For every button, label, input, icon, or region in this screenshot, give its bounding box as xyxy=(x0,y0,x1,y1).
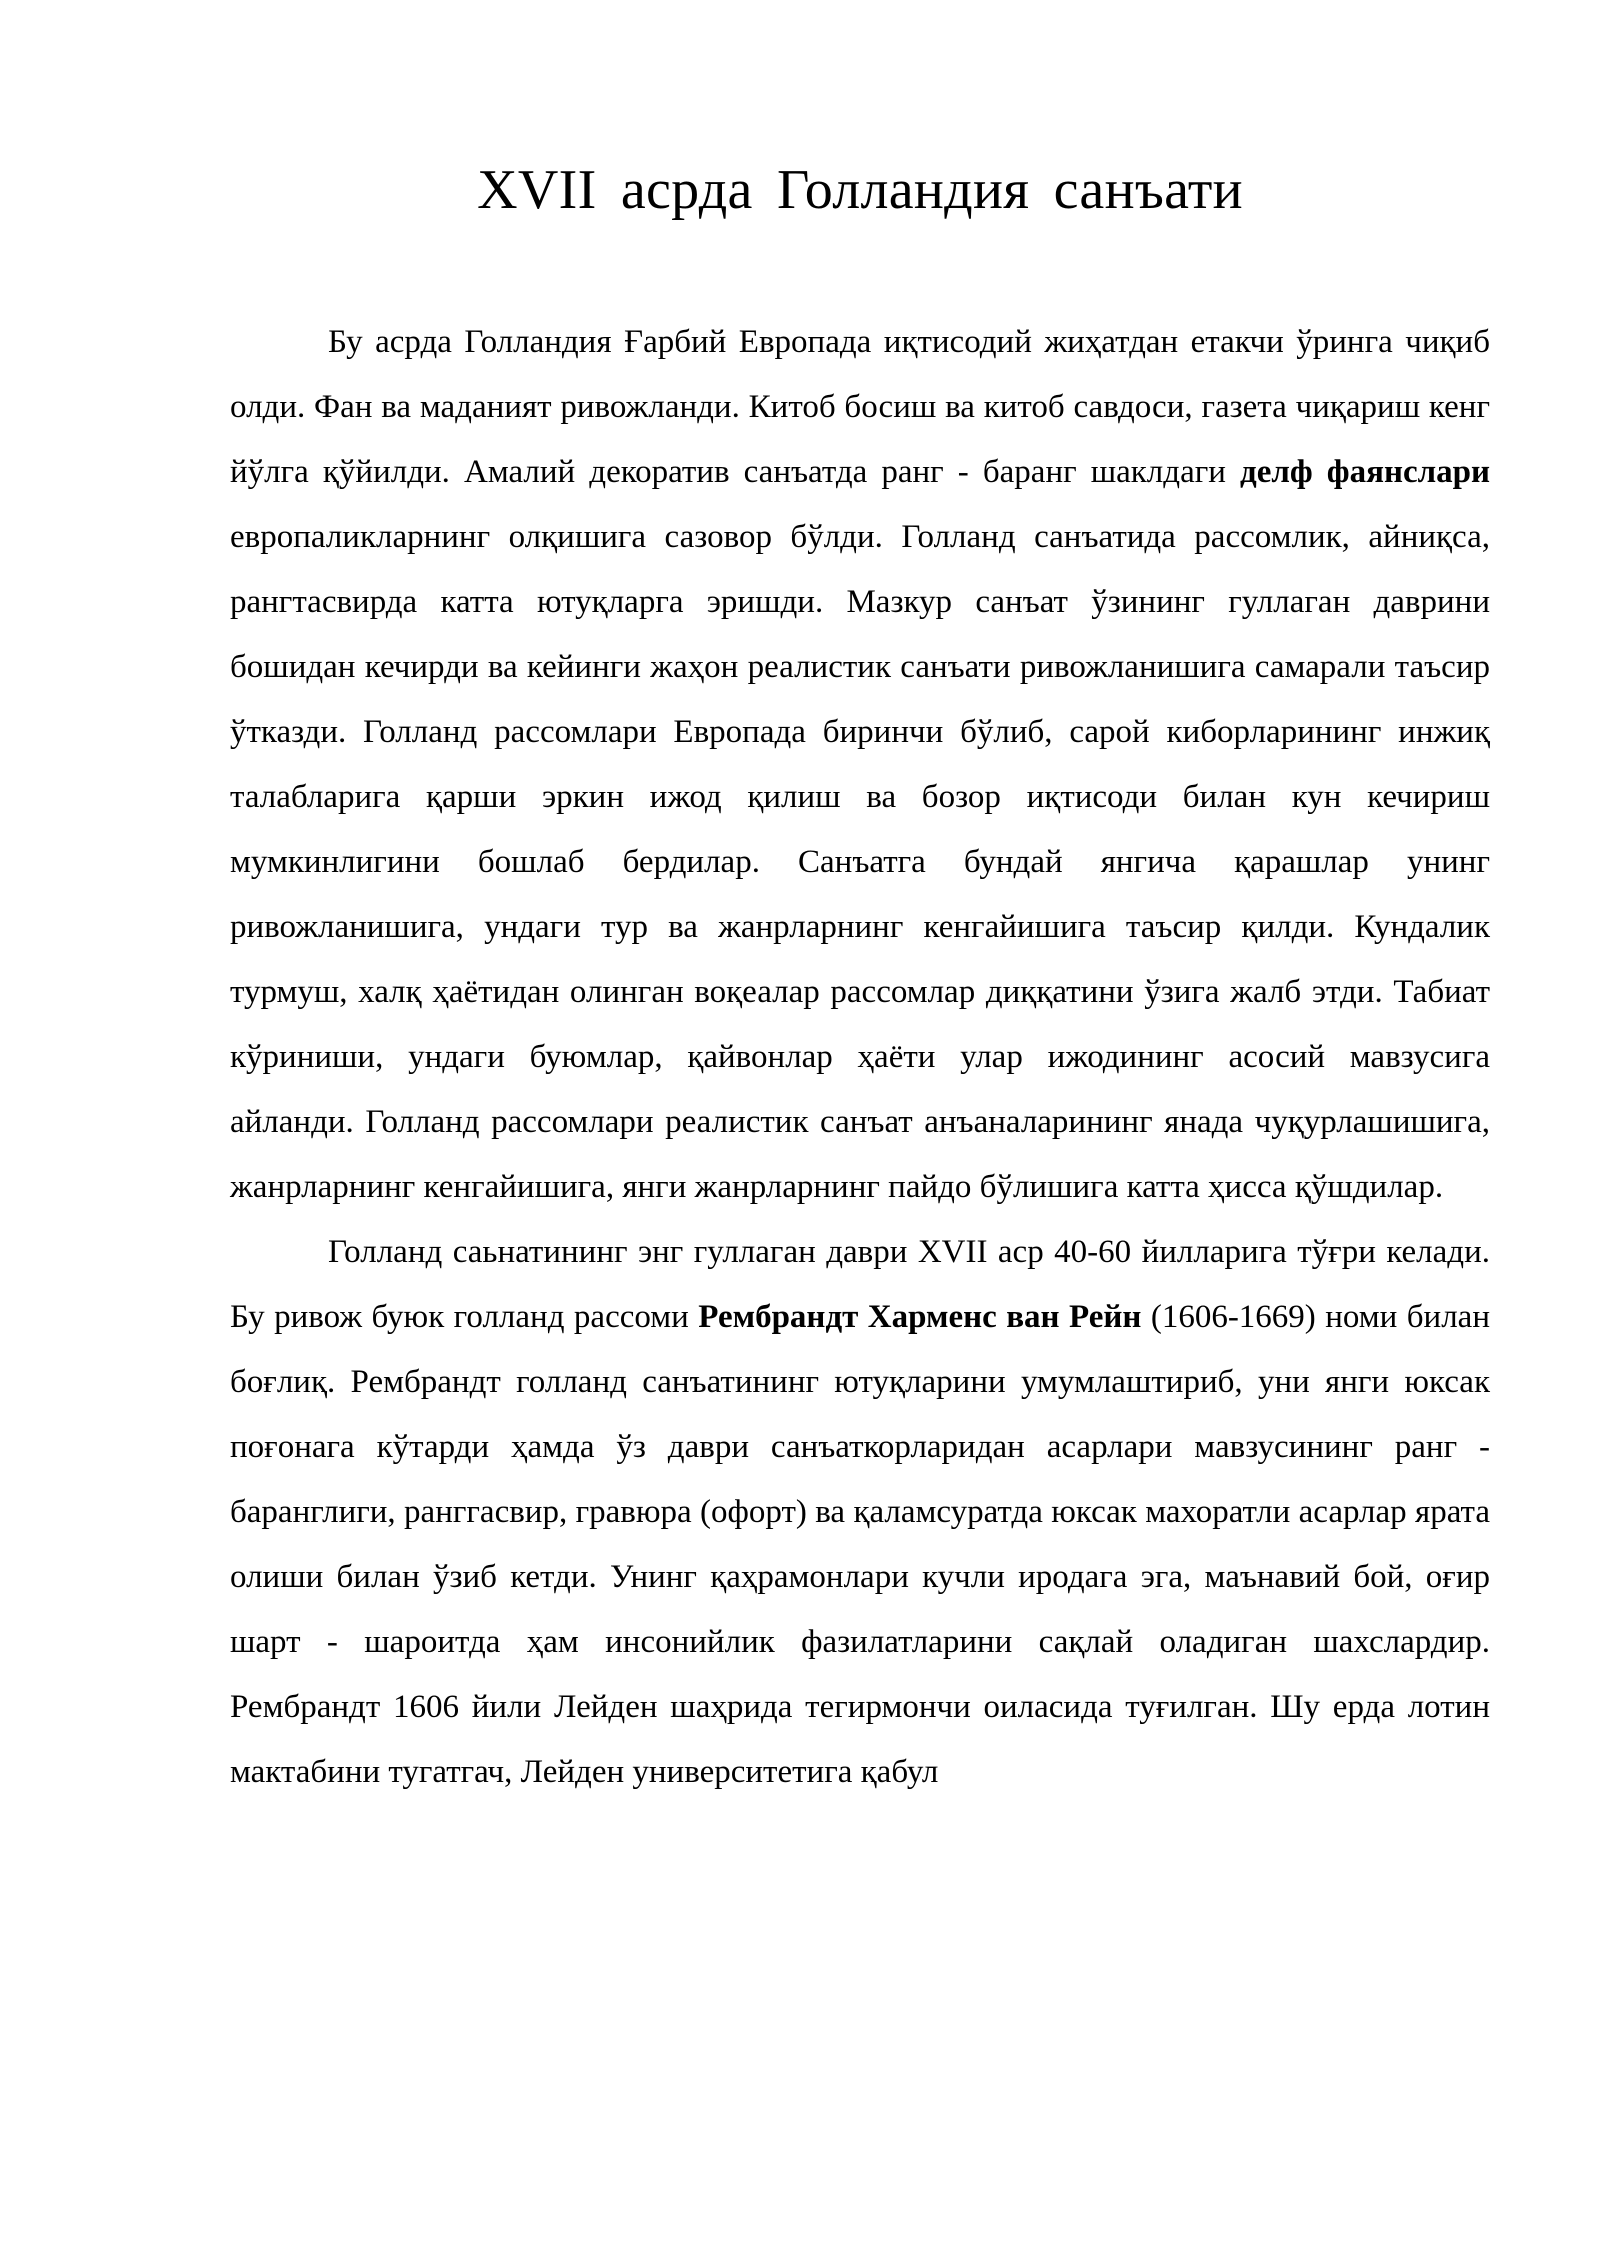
paragraph-1-text-2: европаликларнинг олқишига сазовор бўлди. Голланд санъатида рассомлик, айниқса, рангтасвирда катта ютуқларга эришди. Мазкур санъат ўзининг гуллаган даврини бошидан кечирди ва кейинги жаҳон реалистик санъати ривожланишига самарали таъсир ўтказди. Голланд рассомлари Европада биринчи бўлиб, сарой киборларининг инжиқ талабларига қарши эркин ижод қилиш ва бозор иқтисоди билан кун кечириш мумкинлигини бошлаб бердилар. Санъатга бундай янгича қарашлар унинг ривожланишига, ундаги тур ва жанрларнинг кенгайишига таъсир қилди. Кундалик турмуш, халқ ҳаётидан олинган воқеалар рассомлар диққатини ўзига жалб этди. Табиат кўриниши, ундаги буюмлар, қайвонлар ҳаёти улар ижодининг асосий мавзусига айланди. Голланд рассомлари реалистик санъат анъаналарининг янада чуқурлашишига, жанрларнинг кенгайишига, янги жанрларнинг пайдо бўлишига катта ҳисса қўшдилар. xyxy=(230,519,1490,1205)
paragraph-2 xyxy=(230,1220,1490,1805)
bold-term-delft-faience: делф фаянслари xyxy=(1240,454,1490,490)
paragraph-2-text-2: (1606-1669) номи билан боғлиқ. Рембрандт голланд санъатининг ютуқларини умумлаштириб, уни янги юксак поғонага кўтарди ҳамда ўз даври санъаткорларидан асарлари мавзусининг ранг - баранглиги, ранггасвир, гравюра (офорт) ва қаламсуратда юксак махоратли асарлар ярата олиши билан ўзиб кетди. Унинг қаҳрамонлари кучли иродага эга, маънавий бой, оғир шарт - шароитда ҳам инсонийлик фазилатларини сақлай оладиган шахслардир. Рембрандт 1606 йили Лейден шаҳрида тегирмончи оиласида туғилган. Шу ерда лотин мактабини тугатгач, Лейден университетига қабул xyxy=(230,1299,1490,1790)
bold-term-rembrandt: Рембрандт Харменс ван Рейн xyxy=(698,1299,1142,1335)
paragraph-1 xyxy=(230,310,1490,1220)
document-body xyxy=(230,310,1490,1805)
document-title: XVII асрда Голландия санъати xyxy=(477,159,1243,221)
paragraph-2-text-1: Голланд саьнатининг энг гуллаган даври XVII аср 40-60 йилларига тўғри келади. Бу ривож буюк голланд рассоми xyxy=(230,1234,1490,1335)
paragraph-1-text-1: Бу асрда Голландия Ғарбий Европада иқтисодий жиҳатдан етакчи ўринга чиқиб олди. Фан ва маданият ривожланди. Китоб босиш ва китоб савдоси, газета чиқариш кенг йўлга қўйилди. Амалий декоратив санъатда ранг - баранг шаклдаги xyxy=(230,324,1490,490)
